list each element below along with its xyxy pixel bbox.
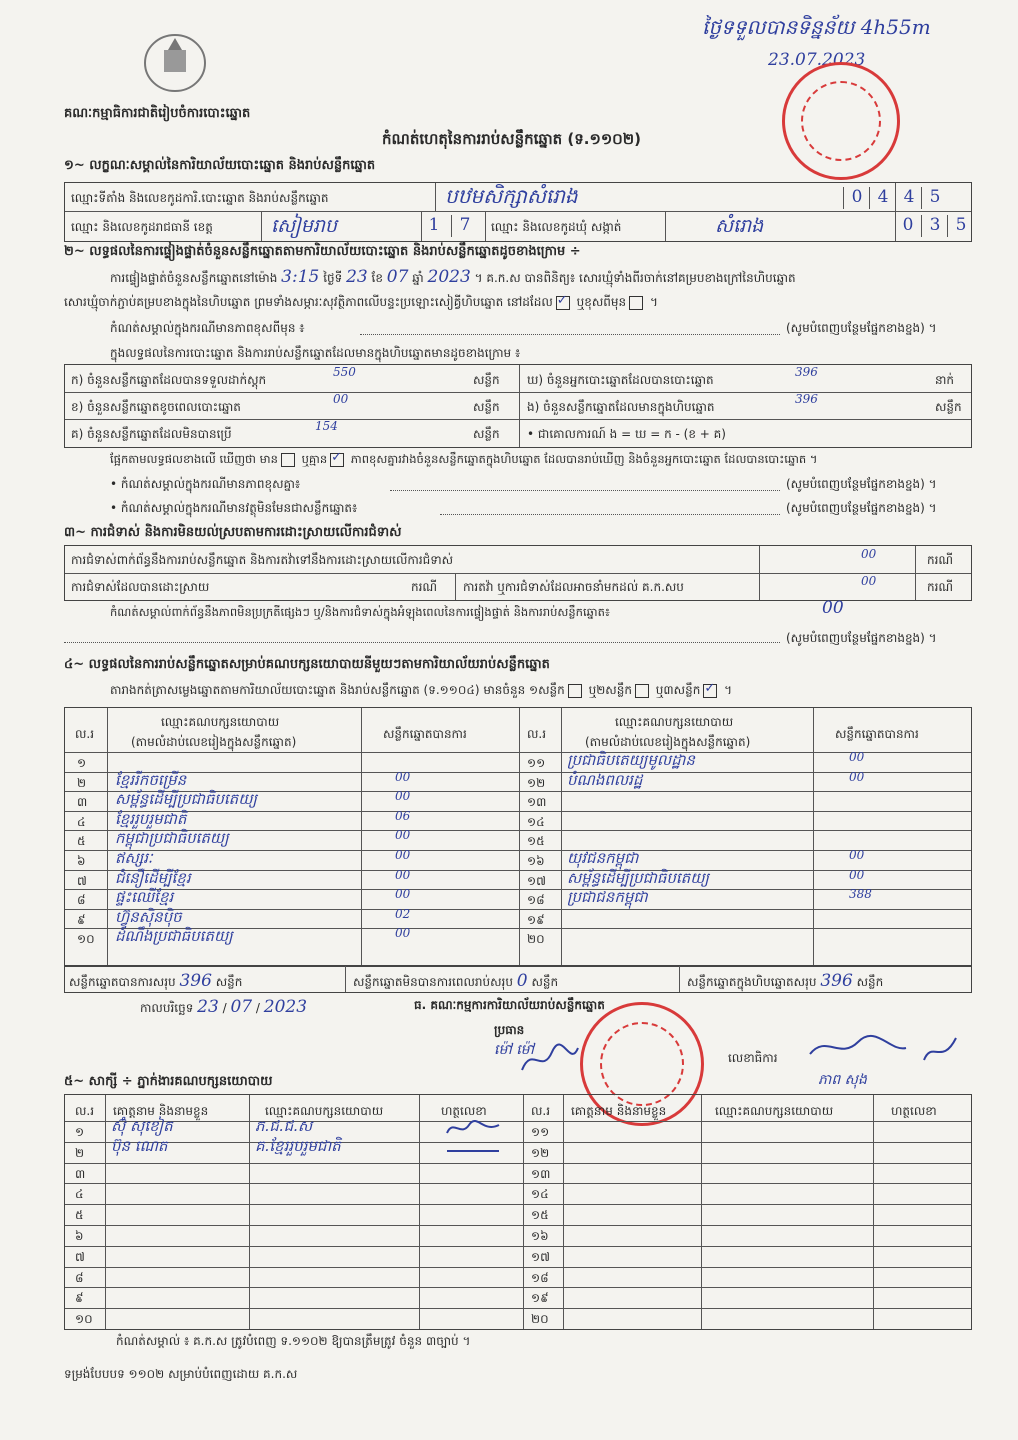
total-in-box: សន្លឹកឆ្នោតក្នុងហិបឆ្នោតសរុប 396 សន្លឹក — [687, 971, 884, 991]
section4-heading: ៤~ លទ្ធផលនៃការរាប់សន្លឹកឆ្នោតសម្រាប់គណបក្សនយោបាយនីមួយៗតាមការិយាល័យរាប់សន្លឹកឆ្នោត — [64, 657, 550, 672]
party-name: បំណងពលរដ្ឋ — [567, 770, 643, 789]
witness-row-number: ១ — [75, 1125, 85, 1139]
witness-2-signature-icon — [443, 1143, 503, 1159]
received-ballots-value: 550 — [333, 365, 356, 379]
row-number: ១ — [77, 756, 87, 770]
witness-row-number: ១៦ — [531, 1229, 549, 1243]
row-number: ១៨ — [527, 893, 545, 908]
party-votes: 00 — [395, 789, 411, 804]
place-code: 0 4 4 5 — [843, 187, 971, 209]
section1-heading: ១~ លក្ខណៈសម្គាល់នៃការិយាល័យបោះឆ្នោត និងរាប់សន្លឹកឆ្នោត — [64, 158, 376, 173]
result-intro: ក្នុងលទ្ធផលនៃការបោះឆ្នោត និងការរាប់សន្លឹកឆ្នោតដែលមានក្នុងហិបឆ្នោតមានដូចខាងក្រោម ៖ — [110, 346, 521, 360]
national-emblem-icon — [142, 32, 208, 94]
witness-row-number: ២០ — [531, 1312, 549, 1327]
page-title: កំណត់ហេតុនៃការរាប់សន្លឹកឆ្នោត (ទ.១១០២) — [382, 130, 642, 148]
document-page: ថ្ងៃទទួលបានទិន្នន័យ 4h55m 23.07.2023 គណៈកម្មាធិការជាតិរៀបចំការបោះឆ្នោត កំណត់ហេតុនៃការរាប់សន្លឹកឆ្នោត (ទ.១១០២) ១~ លក្ខណៈសម្គាល់នៃការិយាល័យបោះឆ្នោត និងរាប់សន្លឹកឆ្នោត ឈ្មោះទីតាំង និងលេខកូដការិ.បោះឆ្នោត និងរាប់សន្លឹកឆ្នោត បឋមសិក្សាសំរោង 0 4 4 5 ឈ្មោះ និងលេខកូដរាជធានី ខេត្ត សៀមរាប 1 7 ឈ្មោះ និងលេខកូដឃុំ សង្កាត់ សំរោង 0 3 5 ២~ លទ្ធផលនៃការផ្ទៀងផ្ទាត់ចំនួនសន្លឹកឆ្នោតតាមការិយាល័យបោះឆ្នោត និងរាប់សន្លឹកឆ្នោតដូចខាងក្រោម ÷ ការផ្ទៀងផ្ទាត់ចំនួនសន្លឹកឆ្នោតនៅម៉ោង 3:15 ថ្ងៃទី 23 ខែ 07 ឆ្នាំ 2023 ។ គ.ក.ស បានពិនិត្យ៖ សោរឃ្មុំទាំងពីរចាក់នៅគម្របខាងក្រៅនៃហិបឆ្នោត សោរឃ្មុំចាក់ភ្ជាប់គម្របខាងក្នុងនៃហិបឆ្នោត ព្រមទាំងសម្ភារៈសុវត្ថិភាពលើបន្ទះប្រឡោះសៀគ្វីហិបឆ្នោត នៅដដែល✓ ឬខុសពីមុន ។ កំណត់សម្គាល់ក្នុងករណីមានភាពខុសពីមុន ៖ (សូមបំពេញបន្ថែមផ្នែកខាងខ្នង) ។ ក្នុងលទ្ធផលនៃការបោះឆ្នោត និងការរាប់សន្លឹកឆ្នោតដែលមានក្នុងហិបឆ្នោតមានដូចខាងក្រោម ៖ ក) ចំនួនសន្លឹកឆ្នោតដែលបានទទួលដាក់ស្តុក 550 សន្លឹក ឃ) ចំនួនអ្នកបោះឆ្នោតដែលបានបោះឆ្នោត 396 នាក់ ខ) ចំនួនសន្លឹកឆ្នោតខូចពេលបោះឆ្នោត 00 សន្លឹក ង) ចំនួនសន្លឹកឆ្នោតដែលមានក្នុងហិបឆ្នោត 396 សន្លឹក គ) ចំនួនសន្លឹកឆ្នោតដែលមិនបានប្រើ 154 សន្លឹក • ជាគោលការណ៍ ង = ឃ = ក - (ខ + គ) ផ្អែកតាមលទ្ធផលខាងលើ ឃើញថា មាន ឬគ្មាន✓ ភាពខុសគ្នារវាងចំនួនសន្លឹកឆ្នោតក្នុងហិបឆ្នោត ដែលបានរាប់ឃើញ និងចំនួនអ្នកបោះឆ្នោត ដែលបានបោះឆ្នោត ។ • កំណត់សម្គាល់ក្នុងករណីមានភាពខុសគ្នា៖ (សូមបំពេញបន្ថែមផ្នែកខាងខ្នង) ។ • កំណត់សម្គាល់ក្នុងករណីមានវត្ថុមិនមែនជាសន្លឹកឆ្នោត៖ (សូមបំពេញបន្ថែមផ្នែកខាងខ្នង) ។ ៣~ ការជំទាស់ និងការមិនយល់ស្របតាមការដោះស្រាយលើការជំទាស់ ការជំទាស់ពាក់ព័ន្ធនឹងការរាប់សន្លឹកឆ្នោត និងការតវ៉ាទៅនឹងការដោះស្រាយលើការជំទាស់ 00 ករណី ការជំទាស់ដែលបានដោះស្រាយ ករណី ការតវ៉ា ឬការជំទាស់ដែលអាចនាំមកដល់ គ.ក.សប 00 ករណី កំណត់សម្គាល់ពាក់ព័ន្ធនឹងភាពមិនប្រក្រតីផ្សេងៗ ឬ/និងការជំទាស់ក្នុងអំឡុងពេលនៃការផ្ទៀងផ្ទាត់ និងការរាប់សន្លឹកឆ្នោត៖ 00 (សូមបំពេញបន្ថែមផ្នែកខាងខ្នង) ។ ៤~ លទ្ធផលនៃការរាប់សន្លឹកឆ្នោតសម្រាប់គណបក្សនយោបាយនីមួយៗតាមការិយាល័យរាប់សន្លឹកឆ្នោត តារាងកត់ត្រាសម្លេងឆ្នោតតាមការិយាល័យបោះឆ្នោត និងរាប់សន្លឹកឆ្នោត (ទ.១១០៤) មានចំនួន ១សន្លឹក ឬ២សន្លឹក ឬ៣សន្លឹក✓ ។ ល.រ ឈ្មោះគណបក្សនយោបាយ (តាមលំដាប់លេខរៀងក្នុងសន្លឹកឆ្នោត) សន្លឹកឆ្នោតបានការ ល.រ ឈ្មោះគណបក្សនយោបាយ (តាមលំដាប់លេខរៀងក្នុងសន្លឹកឆ្នោត) សន្លឹកឆ្នោតបានការ ១ ១១ ប្រជាធិបតេយ្យមូលដ្ឋាន 00 ២ ខ្មែររីកចម្រើន 00 ១២ បំណងពលរដ្ឋ 00 ៣ សម្ព័ន្ធដើម្បីប្រជាធិបតេយ្យ 00 ១៣ ៤ ខ្មែររួបរួមជាតិ 06 ១៤ ៥ កម្ពុជាប្រជាធិបតេយ្យ 00 ១៥ ៦ ឥស្សរៈ 00 ១៦ យុវជនកម្ពុជា 00 ៧ ជំនឿដើម្បីខ្មែរ 00 ១៧ សម្ព័ន្ធដើម្បីប្រជាធិបតេយ្យ 00 ៨ ផ្ទះឈើខ្មែរ 00 ១៨ ប្រជាជនកម្ពុជា 388 ៩ ហ៊្វុនស៊ិនប៉ិច 02 ១៩ ១០ ដំណឹងប្រជាធិបតេយ្យ 00 ២០ សន្លឹកឆ្នោតបានការសរុប 396 សន្លឹក សន្លឹកឆ្នោតមិនបានការពេលរាប់សរុប 0 សន្លឹក សន្លឹកឆ្នោតក្នុងហិបឆ្នោតសរុប 396 សន្លឹក កាលបរិច្ឆេទ 23 / 07 / 2023 ធ. គណៈកម្មការការិយាល័យរាប់សន្លឹកឆ្នោត ប្រធាន ម៉ៅ ម៉ៅ លេខាធិការ ភាព សុង ៥~ សាក្សី ÷ ភ្នាក់ងារគណបក្សនយោបាយ ល.រ គោត្តនាម និងនាមខ្លួន ឈ្មោះគណបក្សនយោបាយ ហត្ថលេខា ល.រ គោត្តនាម និងនាមខ្លួន ឈ្មោះគណបក្សនយោបាយ ហត្ថលេខា ១ ១១ ២ ១២ ៣ ១៣ ៤ ១៤ ៥ ១៥ ៦ ១៦ ៧ ១៧ ៨ ១៨ ៩ ១៩ ១០ ២០ ស៊ុំ សុខៀត ភ.ជ.ជ.ស ប៊ុន ណេត គ.ខ្មែររួបរួមជាតិ កំណត់សម្គាល់ ៖ គ.ក.ស ត្រូវបំពេញ ទ.១១០២ ឱ្យបានត្រឹមត្រូវ ចំនួន ៣ច្បាប់ ។ ទម្រង់បែបបទ ១១០២ សម្រាប់បំពេញដោយ គ.ក.ស — [0, 0, 1018, 1440]
party-votes: 00 — [395, 926, 411, 941]
witness-1-signature-icon — [443, 1119, 503, 1139]
committee-signature-label: ធ. គណៈកម្មការការិយាល័យរាប់សន្លឹកឆ្នោត — [414, 998, 605, 1012]
appeal-label: ការតវ៉ា ឬការជំទាស់ដែលអាចនាំមកដល់ គ.ក.សប — [463, 580, 684, 594]
top-handwritten-note: ថ្ងៃទទួលបានទិន្នន័យ 4h55m — [702, 15, 931, 39]
row-number: ២០ — [527, 932, 545, 947]
witness-row-number: ៤ — [75, 1187, 84, 1202]
totals-row — [64, 965, 972, 993]
verification-month: 07 — [386, 267, 409, 287]
party-votes: 00 — [395, 867, 411, 882]
seal-line: សោរឃ្មុំចាក់ភ្ជាប់គម្របខាងក្នុងនៃហិបឆ្នោត ព្រមទាំងសម្ភារៈសុវត្ថិភាពលើបន្ទះប្រឡោះសៀគ្វីហិបឆ្នោត នៅដដែល✓ ឬខុសពីមុន ។ — [64, 294, 658, 312]
row-number: ១៩ — [527, 912, 545, 927]
witness-row-number: ២ — [75, 1145, 85, 1160]
party-name: យុវជនកម្ពុជា — [567, 849, 639, 867]
row-number: ៣ — [77, 795, 88, 810]
row-number: ៧ — [77, 873, 87, 888]
difference-note-hint: (សូមបំពេញបន្ថែមផ្នែកខាងខ្នង) ។ — [786, 321, 937, 335]
verification-year: 2023 — [427, 267, 471, 287]
witness-row-number: ១១ — [531, 1125, 550, 1139]
committee-name: គណៈកម្មាធិការជាតិរៀបចំការបោះឆ្នោត — [64, 106, 251, 121]
secretary-label: លេខាធិការ — [728, 1051, 778, 1065]
unused-ballots-label: គ) ចំនួនសន្លឹកឆ្នោតដែលមិនបានប្រើ — [71, 427, 232, 441]
party-votes: 00 — [395, 887, 411, 902]
province-code: 1 7 — [421, 215, 485, 237]
form-note: ទម្រង់បែបបទ ១១០២ សម្រាប់បំពេញដោយ គ.ក.ស — [64, 1367, 298, 1381]
resolved-complaint-label: ការជំទាស់ដែលបានដោះស្រាយ — [71, 580, 210, 594]
received-ballots-label: ក) ចំនួនសន្លឹកឆ្នោតដែលបានទទួលដាក់ស្តុក — [71, 373, 267, 387]
seal-unchanged-checkbox[interactable] — [556, 296, 570, 310]
witness-row-number: ១៧ — [531, 1249, 550, 1264]
voters-label: ឃ) ចំនួនអ្នកបោះឆ្នោតដែលបានបោះឆ្នោត — [527, 373, 714, 387]
party-name: ដំណឹងប្រជាធិបតេយ្យ — [115, 927, 233, 946]
complaint-value: 00 — [861, 547, 877, 561]
party-name: ខ្មែររួបរួមជាតិ — [115, 809, 187, 828]
formula: • ជាគោលការណ៍ ង = ឃ = ក - (ខ + គ) — [527, 427, 726, 441]
commune-value: សំរោង — [715, 215, 764, 237]
row-number: ១៦ — [527, 854, 545, 868]
witness-1-name: ស៊ុំ សុខៀត — [111, 1117, 173, 1135]
party-votes: 00 — [849, 750, 865, 764]
ballots-in-box-label: ង) ចំនួនសន្លឹកឆ្នោតដែលមានក្នុងហិបឆ្នោត — [527, 400, 715, 414]
witness-row-number: ៧ — [75, 1249, 85, 1264]
verification-line: ការផ្ទៀងផ្ទាត់ចំនួនសន្លឹកឆ្នោតនៅម៉ោង 3:15 ថ្ងៃទី 23 ខែ 07 ឆ្នាំ 2023 ។ គ.ក.ស បានពិនិត្យ៖ សោរឃ្មុំទាំងពីរចាក់នៅគម្របខាងក្រៅនៃហិបឆ្នោត — [110, 267, 796, 287]
party-name: ខ្មែររីកចម្រើន — [115, 770, 187, 789]
row-number: ៩ — [77, 912, 86, 927]
witness-row-number: ៣ — [75, 1166, 86, 1181]
witness-row-number: ៨ — [75, 1270, 84, 1285]
party-votes: 00 — [849, 867, 865, 882]
two-sheets-checkbox[interactable] — [635, 684, 649, 698]
appeal-value: 00 — [861, 574, 877, 588]
seal-changed-checkbox[interactable] — [629, 296, 643, 310]
party-name: ឥស្សរៈ — [115, 849, 153, 867]
irregularity-value: 00 — [822, 598, 844, 618]
row-number: ៨ — [77, 893, 86, 908]
party-votes: 06 — [395, 808, 411, 823]
voters-value: 396 — [795, 365, 818, 379]
section2-heading: ២~ លទ្ធផលនៃការផ្ទៀងផ្ទាត់ចំនួនសន្លឹកឆ្នោតតាមការិយាល័យបោះឆ្នោត និងរាប់សន្លឹកឆ្នោតដូចខាងក្រោម ÷ — [64, 244, 581, 259]
footer-note: កំណត់សម្គាល់ ៖ គ.ក.ស ត្រូវបំពេញ ទ.១១០២ ឱ្យបានត្រឹមត្រូវ ចំនួន ៣ច្បាប់ ។ — [116, 1334, 471, 1348]
row-number: ៤ — [77, 814, 86, 829]
party-votes: 00 — [395, 828, 411, 843]
party-name: ប្រជាធិបតេយ្យមូលដ្ឋាន — [567, 751, 695, 769]
party-votes: 00 — [395, 848, 411, 862]
has-difference-checkbox[interactable] — [281, 453, 295, 467]
bullet-non-ballot: • កំណត់សម្គាល់ក្នុងករណីមានវត្ថុមិនមែនជាសន្លឹកឆ្នោត៖ — [110, 501, 358, 515]
commune-code: 0 3 5 — [895, 215, 971, 237]
total-invalid: សន្លឹកឆ្នោតមិនបានការពេលរាប់សរុប 0 សន្លឹក — [353, 971, 559, 991]
party-name: ជំនឿដើម្បីខ្មែរ — [115, 868, 191, 887]
row-number: ១១ — [527, 756, 546, 770]
witness-row-number: ១៣ — [531, 1166, 551, 1181]
spoiled-ballots-value: 00 — [333, 392, 349, 406]
province-value: សៀមរាប — [271, 215, 337, 237]
ballot-count-table: ក) ចំនួនសន្លឹកឆ្នោតដែលបានទទួលដាក់ស្តុក 550 សន្លឹក ឃ) ចំនួនអ្នកបោះឆ្នោតដែលបានបោះឆ្នោត 396 នាក់ ខ) ចំនួនសន្លឹកឆ្នោតខូចពេលបោះឆ្នោត 00 សន្លឹក ង) ចំនួនសន្លឹកឆ្នោតដែលមានក្នុងហិបឆ្នោត 396 សន្លឹក គ) ចំនួនសន្លឹកឆ្នោតដែលមិនបានប្រើ 154 សន្លឹក • ជាគោលការណ៍ ង = ឃ = ក - (ខ + គ) — [64, 364, 972, 448]
ballots-in-box-value: 396 — [795, 392, 818, 406]
witness-2-party: គ.ខ្មែររួបរួមជាតិ — [255, 1137, 341, 1155]
row-number: ១៣ — [527, 795, 547, 810]
party-name: សម្ព័ន្ធដើម្បីប្រជាធិបតេយ្យ — [567, 868, 709, 887]
party-name: ផ្ទះឈើខ្មែរ — [115, 888, 174, 907]
chair-label: ប្រធាន — [494, 1023, 525, 1037]
irregularity-note: កំណត់សម្គាល់ពាក់ព័ន្ធនឹងភាពមិនប្រក្រតីផ្សេងៗ ឬ/និងការជំទាស់ក្នុងអំឡុងពេលនៃការផ្ទៀងផ្ទាត់ និងការរាប់សន្លឹកឆ្នោត៖ — [110, 605, 610, 619]
row-number: ៥ — [77, 834, 86, 849]
total-valid: សន្លឹកឆ្នោតបានការសរុប 396 សន្លឹក — [69, 971, 243, 991]
witness-row-number: ៥ — [75, 1208, 84, 1223]
party-name: កម្ពុជាប្រជាធិបតេយ្យ — [115, 829, 229, 848]
secretary-signature-icon — [806, 1030, 966, 1070]
witness-row-number: ១០ — [75, 1312, 93, 1327]
secretary-name: ភាព សុង — [818, 1072, 867, 1088]
unused-ballots-value: 154 — [315, 419, 338, 433]
spoiled-ballots-label: ខ) ចំនួនសន្លឹកឆ្នោតខូចពេលបោះឆ្នោត — [71, 400, 241, 414]
row-number: ១៧ — [527, 873, 546, 888]
witness-2-name: ប៊ុន ណេត — [111, 1137, 168, 1155]
party-votes: 00 — [395, 769, 411, 784]
chair-signature-icon — [520, 1040, 580, 1080]
row-number: ១៥ — [527, 834, 545, 849]
no-difference-checkbox[interactable] — [330, 453, 344, 467]
witness-row-number: ១៨ — [531, 1270, 549, 1285]
complaints-table: ការជំទាស់ពាក់ព័ន្ធនឹងការរាប់សន្លឹកឆ្នោត និងការតវ៉ាទៅនឹងការដោះស្រាយលើការជំទាស់ 00 ករណី ការជំទាស់ដែលបានដោះស្រាយ ករណី ការតវ៉ា ឬការជំទាស់ដែលអាចនាំមកដល់ គ.ក.សប 00 ករណី — [64, 545, 972, 601]
party-votes: 00 — [849, 769, 865, 784]
place-value: បឋមសិក្សាសំរោង — [445, 184, 578, 208]
difference-note-label: កំណត់សម្គាល់ក្នុងករណីមានភាពខុសពីមុន ៖ — [110, 321, 305, 335]
compare-line: ផ្អែកតាមលទ្ធផលខាងលើ ឃើញថា មាន ឬគ្មាន✓ ភាពខុសគ្នារវាងចំនួនសន្លឹកឆ្នោតក្នុងហិបឆ្នោត ដែលបានរាប់ឃើញ និងចំនួនអ្នកបោះឆ្នោត ដែលបានបោះឆ្នោត ។ — [110, 452, 817, 469]
verification-hour: 3:15 — [281, 267, 320, 287]
party-votes: 388 — [849, 887, 872, 902]
chair-name: ម៉ៅ ម៉ៅ — [494, 1042, 534, 1058]
three-sheets-checkbox[interactable] — [703, 684, 717, 698]
place-label: ឈ្មោះទីតាំង និងលេខកូដការិ.បោះឆ្នោត និងរាប់សន្លឹកឆ្នោត — [71, 191, 329, 205]
tally-sheets-line: តារាងកត់ត្រាសម្លេងឆ្នោតតាមការិយាល័យបោះឆ្នោត និងរាប់សន្លឹកឆ្នោត (ទ.១១០៤) មានចំនួន ១សន្លឹក ឬ២សន្លឹក ឬ៣សន្លឹក✓ ។ — [110, 682, 732, 700]
party-results-table: ល.រ ឈ្មោះគណបក្សនយោបាយ (តាមលំដាប់លេខរៀងក្នុងសន្លឹកឆ្នោត) សន្លឹកឆ្នោតបានការ ល.រ ឈ្មោះគណបក្សនយោបាយ (តាមលំដាប់លេខរៀងក្នុងសន្លឹកឆ្នោត) សន្លឹកឆ្នោតបានការ ១ ១១ ប្រជាធិបតេយ្យមូលដ្ឋាន 00 ២ ខ្មែររីកចម្រើន 00 ១២ បំណងពលរដ្ឋ 00 ៣ សម្ព័ន្ធដើម្បីប្រជាធិបតេយ្យ 00 ១៣ ៤ ខ្មែររួបរួមជាតិ 06 ១៤ ៥ កម្ពុជាប្រជាធិបតេយ្យ 00 ១៥ ៦ ឥស្សរៈ 00 ១៦ យុវជនកម្ពុជា 00 ៧ ជំនឿដើម្បីខ្មែរ 00 ១៧ សម្ព័ន្ធដើម្បីប្រជាធិបតេយ្យ 00 ៨ ផ្ទះឈើខ្មែរ 00 ១៨ ប្រជាជនកម្ពុជា 388 ៩ ហ៊្វុនស៊ិនប៉ិច 02 ១៩ ១០ ដំណឹងប្រជាធិបតេយ្យ 00 ២០ — [64, 707, 972, 967]
section3-heading: ៣~ ការជំទាស់ និងការមិនយល់ស្របតាមការដោះស្រាយលើការជំទាស់ — [64, 525, 402, 540]
witness-row-number: ១២ — [531, 1145, 550, 1160]
party-name: ហ៊្វុនស៊ិនប៉ិច — [115, 907, 182, 926]
row-number: ២ — [77, 775, 87, 790]
party-name: ប្រជាជនកម្ពុជា — [567, 888, 648, 907]
party-name: សម្ព័ន្ធដើម្បីប្រជាធិបតេយ្យ — [115, 790, 257, 809]
row-number: ៦ — [77, 854, 86, 868]
witness-row-number: ៦ — [75, 1229, 84, 1243]
commune-label: ឈ្មោះ និងលេខកូដឃុំ សង្កាត់ — [491, 220, 622, 234]
signing-date: កាលបរិច្ឆេទ 23 / 07 / 2023 — [140, 997, 308, 1017]
official-stamp-top — [782, 62, 900, 180]
one-sheet-checkbox[interactable] — [568, 684, 582, 698]
complaint-label: ការជំទាស់ពាក់ព័ន្ធនឹងការរាប់សន្លឹកឆ្នោត និងការតវ៉ាទៅនឹងការដោះស្រាយលើការជំទាស់ — [71, 553, 454, 567]
row-number: ១០ — [77, 932, 95, 947]
witness-row-number: ១៥ — [531, 1208, 549, 1223]
row-number: ១៤ — [527, 814, 545, 829]
witness-row-number: ១៩ — [531, 1291, 549, 1306]
bullet-difference: • កំណត់សម្គាល់ក្នុងករណីមានភាពខុសគ្នា៖ — [110, 477, 301, 491]
witness-row-number: ៩ — [75, 1291, 84, 1306]
top-handwritten-date: 23.07.2023 — [768, 50, 866, 70]
witness-table: ល.រ គោត្តនាម និងនាមខ្លួន ឈ្មោះគណបក្សនយោបាយ ហត្ថលេខា ល.រ គោត្តនាម និងនាមខ្លួន ឈ្មោះគណបក្សនយោបាយ ហត្ថលេខា ១ ១១ ២ ១២ ៣ ១៣ ៤ ១៤ ៥ ១៥ ៦ ១៦ ៧ ១៧ ៨ ១៨ ៩ ១៩ ១០ ២០ ស៊ុំ សុខៀត ភ.ជ.ជ.ស ប៊ុន ណេត គ.ខ្មែររួបរួមជាតិ — [64, 1094, 972, 1330]
party-votes: 00 — [849, 848, 865, 862]
row-number: ១២ — [527, 775, 546, 790]
section1-table — [64, 182, 972, 242]
province-label: ឈ្មោះ និងលេខកូដរាជធានី ខេត្ត — [71, 220, 213, 234]
party-votes: 02 — [395, 906, 411, 921]
witness-1-party: ភ.ជ.ជ.ស — [255, 1117, 313, 1135]
section5-heading: ៥~ សាក្សី ÷ ភ្នាក់ងារគណបក្សនយោបាយ — [64, 1074, 273, 1089]
verification-day: 23 — [346, 267, 368, 287]
witness-row-number: ១៤ — [531, 1187, 549, 1202]
